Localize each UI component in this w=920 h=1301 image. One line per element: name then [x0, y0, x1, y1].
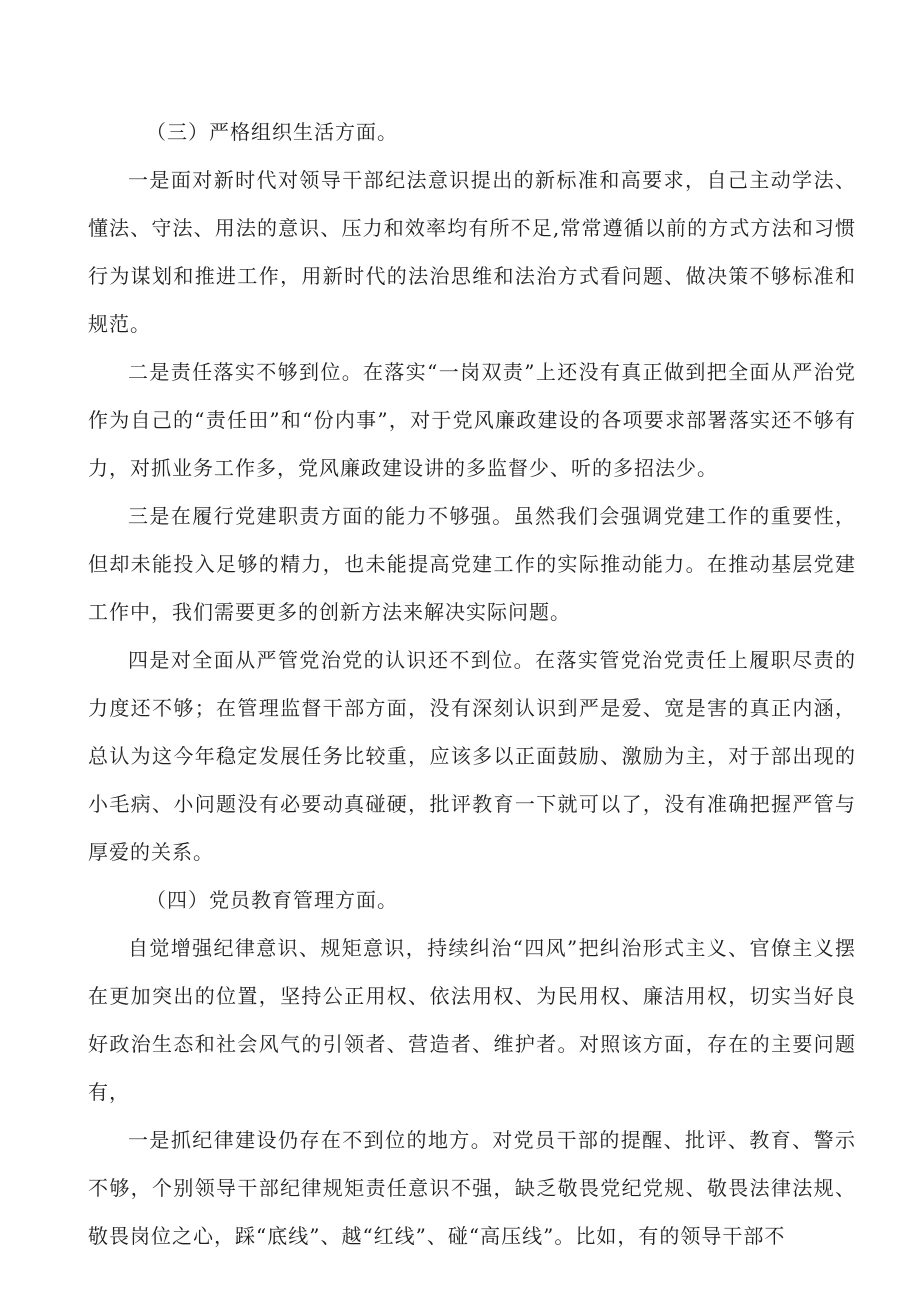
paragraph-2: 二是责任落实不够到位。在落实“一岗双责”上还没有真正做到把全面从严治党作为自己的“责任田”和“份内事”，对于党风廉政建设的各项要求部署落实还不够有力，对抓业务工作多，党风廉政建设讲的多监督少、听的多招法少。 — [88, 360, 856, 480]
paragraph-5: 自觉增强纪律意识、规矩意识，持续纠治“四风”把纠治形式主义、官僚主义摆在更加突出的位置，坚持公正用权、依法用权、为民用权、廉洁用权，切实当好良好政治生态和社会风气的引领者、营造者、维护者。对照该方面，存在的主要问题有， — [88, 936, 856, 1104]
section-heading-3: （三）严格组织生活方面。 — [146, 120, 398, 144]
document-body — [88, 108, 856, 1260]
paragraph-1: 一是面对新时代对领导干部纪法意识提出的新标准和高要求，自己主动学法、懂法、守法、用法的意识、压力和效率均有所不足,常常遵循以前的方式方法和习惯行为谋划和推进工作，用新时代的法治思维和法治方式看问题、做决策不够标准和规范。 — [88, 168, 856, 336]
section-heading-4: （四）党员教育管理方面。 — [146, 888, 398, 912]
paragraph-3: 三是在履行党建职责方面的能力不够强。虽然我们会强调党建工作的重要性，但却未能投入足够的精力，也未能提高党建工作的实际推动能力。在推动基层党建工作中，我们需要更多的创新方法来解决实际问题。 — [88, 504, 856, 624]
paragraph-6: 一是抓纪律建设仍存在不到位的地方。对党员干部的提醒、批评、教育、警示不够，个别领导干部纪律规矩责任意识不强，缺乏敬畏党纪党规、敬畏法律法规、敬畏岗位之心，踩“底线”、越“红线”、碰“高压线”。比如，有的领导干部不 — [88, 1128, 856, 1248]
paragraph-4: 四是对全面从严管党治党的认识还不到位。在落实管党治党责任上履职尽责的力度还不够；在管理监督干部方面，没有深刻认识到严是爱、宽是害的真正内涵，总认为这今年稳定发展任务比较重，应该多以正面鼓励、激励为主，对于部出现的小毛病、小问题没有必要动真碰硬，批评教育一下就可以了，没有准确把握严管与厚爱的关系。 — [88, 648, 856, 864]
